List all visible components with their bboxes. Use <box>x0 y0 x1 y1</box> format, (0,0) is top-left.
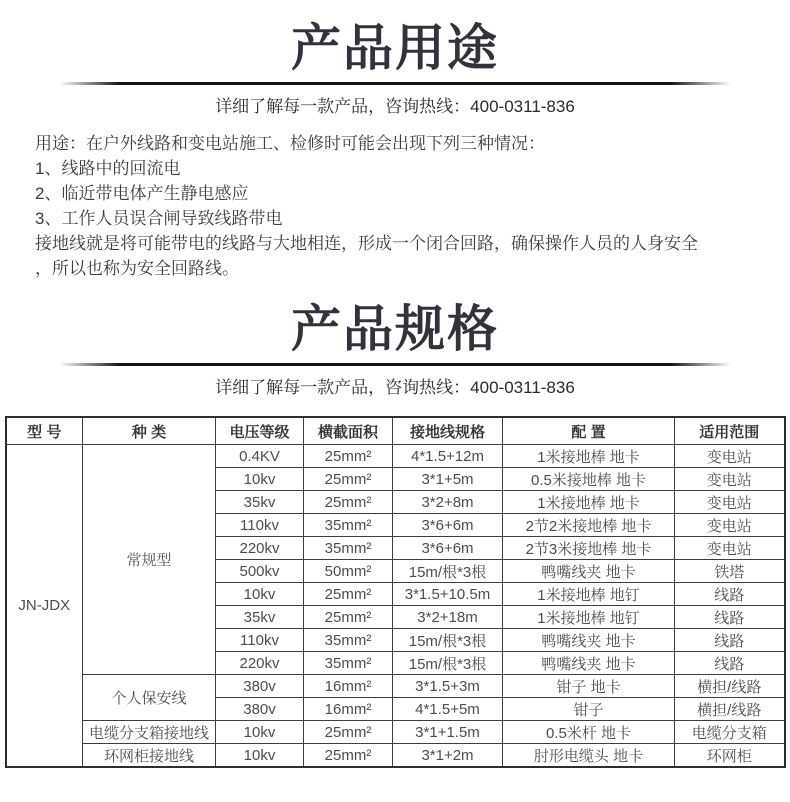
table-cell-config: 0.5米杆 地卡 <box>503 721 675 744</box>
table-cell-voltage: 35kv <box>216 491 304 514</box>
table-cell-spec: 15m/根*3根 <box>393 652 503 675</box>
table-cell-scope: 环网柜 <box>675 744 785 768</box>
specs-title-divider <box>59 363 731 366</box>
specs-hotline: 详细了解每一款产品，咨询热线：400-0311-836 <box>215 378 575 397</box>
table-cell-spec: 3*1+2m <box>393 744 503 768</box>
header-category: 种 类 <box>83 417 216 445</box>
table-cell-voltage: 0.4KV <box>216 445 304 468</box>
usage-title: 产品用途 <box>291 20 499 76</box>
spec-table-body <box>6 445 785 768</box>
table-cell-config: 0.5米接地棒 地卡 <box>503 468 675 491</box>
table-cell-config: 1米接地棒 地钉 <box>503 606 675 629</box>
usage-line-item3: 3、工作人员误合闸导致线路带电 <box>35 209 283 228</box>
category-cell-cable-branch-box: 电缆分支箱接地线 <box>83 721 216 744</box>
table-cell-spec: 3*1+1.5m <box>393 721 503 744</box>
table-row <box>6 675 785 698</box>
table-cell-voltage: 10kv <box>216 583 304 606</box>
table-cell-area: 25mm² <box>304 744 393 768</box>
table-cell-config: 钳子 <box>503 698 675 721</box>
table-cell-area: 25mm² <box>304 491 393 514</box>
table-cell-scope: 横担/线路 <box>675 675 785 698</box>
table-cell-scope: 线路 <box>675 652 785 675</box>
table-cell-voltage: 220kv <box>216 537 304 560</box>
table-cell-config: 1米接地棒 地卡 <box>503 445 675 468</box>
table-cell-spec: 15m/根*3根 <box>393 560 503 583</box>
table-cell-voltage: 35kv <box>216 606 304 629</box>
table-cell-area: 25mm² <box>304 468 393 491</box>
table-cell-scope: 变电站 <box>675 491 785 514</box>
table-cell-voltage: 380v <box>216 698 304 721</box>
header-wire-spec: 接地线规格 <box>393 417 503 445</box>
category-cell-personal-safety: 个人保安线 <box>83 675 216 721</box>
table-cell-area: 25mm² <box>304 721 393 744</box>
table-cell-area: 25mm² <box>304 583 393 606</box>
usage-line-item2: 2、临近带电体产生静电感应 <box>35 184 249 203</box>
table-cell-voltage: 110kv <box>216 514 304 537</box>
table-cell-config: 鸭嘴线夹 地卡 <box>503 560 675 583</box>
category-cell-regular: 常规型 <box>83 445 216 675</box>
table-cell-config: 1米接地棒 地卡 <box>503 491 675 514</box>
table-cell-spec: 3*1.5+10.5m <box>393 583 503 606</box>
table-cell-area: 35mm² <box>304 629 393 652</box>
category-cell-ring-main-unit: 环网柜接地线 <box>83 744 216 768</box>
usage-line-summary2: ，所以也称为安全回路线。 <box>35 259 239 278</box>
table-cell-config: 鸭嘴线夹 地卡 <box>503 629 675 652</box>
table-cell-area: 16mm² <box>304 675 393 698</box>
table-row <box>6 445 785 468</box>
header-cross-section: 横截面积 <box>304 417 393 445</box>
header-config: 配 置 <box>503 417 675 445</box>
table-cell-config: 1米接地棒 地钉 <box>503 583 675 606</box>
table-cell-config: 钳子 地卡 <box>503 675 675 698</box>
table-cell-scope: 变电站 <box>675 514 785 537</box>
table-cell-scope: 线路 <box>675 629 785 652</box>
specs-title: 产品规格 <box>291 301 499 357</box>
table-cell-scope: 线路 <box>675 606 785 629</box>
table-cell-config: 鸭嘴线夹 地卡 <box>503 652 675 675</box>
table-cell-voltage: 220kv <box>216 652 304 675</box>
table-cell-scope: 横担/线路 <box>675 698 785 721</box>
table-cell-spec: 3*6+6m <box>393 537 503 560</box>
usage-title-divider <box>59 82 731 85</box>
table-cell-spec: 15m/根*3根 <box>393 629 503 652</box>
table-cell-spec: 3*1.5+3m <box>393 675 503 698</box>
table-cell-spec: 3*6+6m <box>393 514 503 537</box>
table-cell-voltage: 380v <box>216 675 304 698</box>
table-cell-scope: 变电站 <box>675 537 785 560</box>
section-specs <box>0 281 790 768</box>
usage-line-item1: 1、线路中的回流电 <box>35 159 181 178</box>
header-scope: 适用范围 <box>675 417 785 445</box>
table-cell-area: 35mm² <box>304 514 393 537</box>
spec-table-header <box>6 417 785 445</box>
spec-table <box>5 416 786 768</box>
table-cell-voltage: 10kv <box>216 468 304 491</box>
usage-paragraphs <box>35 131 756 281</box>
table-cell-spec: 3*2+18m <box>393 606 503 629</box>
table-cell-area: 25mm² <box>304 445 393 468</box>
table-cell-scope: 线路 <box>675 583 785 606</box>
table-cell-spec: 4*1.5+12m <box>393 445 503 468</box>
section-usage <box>0 0 790 281</box>
header-model: 型 号 <box>6 417 83 445</box>
table-cell-config: 2节2米接地棒 地卡 <box>503 514 675 537</box>
table-cell-scope: 变电站 <box>675 468 785 491</box>
table-cell-config: 2节3米接地棒 地卡 <box>503 537 675 560</box>
table-cell-scope: 电缆分支箱 <box>675 721 785 744</box>
header-voltage: 电压等级 <box>216 417 304 445</box>
table-row <box>6 744 785 768</box>
table-cell-scope: 铁塔 <box>675 560 785 583</box>
table-cell-area: 16mm² <box>304 698 393 721</box>
table-cell-spec: 4*1.5+5m <box>393 698 503 721</box>
usage-line-intro: 用途：在户外线路和变电站施工、检修时可能会出现下列三种情况： <box>35 134 545 153</box>
table-cell-area: 35mm² <box>304 652 393 675</box>
table-cell-area: 25mm² <box>304 606 393 629</box>
table-cell-config: 肘形电缆头 地卡 <box>503 744 675 768</box>
table-cell-spec: 3*1+5m <box>393 468 503 491</box>
table-cell-voltage: 10kv <box>216 744 304 768</box>
table-cell-voltage: 500kv <box>216 560 304 583</box>
table-cell-area: 35mm² <box>304 537 393 560</box>
table-header-row <box>6 417 785 445</box>
table-cell-voltage: 10kv <box>216 721 304 744</box>
usage-hotline: 详细了解每一款产品，咨询热线：400-0311-836 <box>215 97 575 116</box>
model-cell: JN-JDX <box>6 445 83 768</box>
table-cell-area: 50mm² <box>304 560 393 583</box>
table-cell-spec: 3*2+8m <box>393 491 503 514</box>
table-cell-voltage: 110kv <box>216 629 304 652</box>
usage-line-summary1: 接地线就是将可能带电的线路与大地相连，形成一个闭合回路，确保操作人员的人身安全 <box>35 234 698 253</box>
table-cell-scope: 变电站 <box>675 445 785 468</box>
table-row <box>6 721 785 744</box>
